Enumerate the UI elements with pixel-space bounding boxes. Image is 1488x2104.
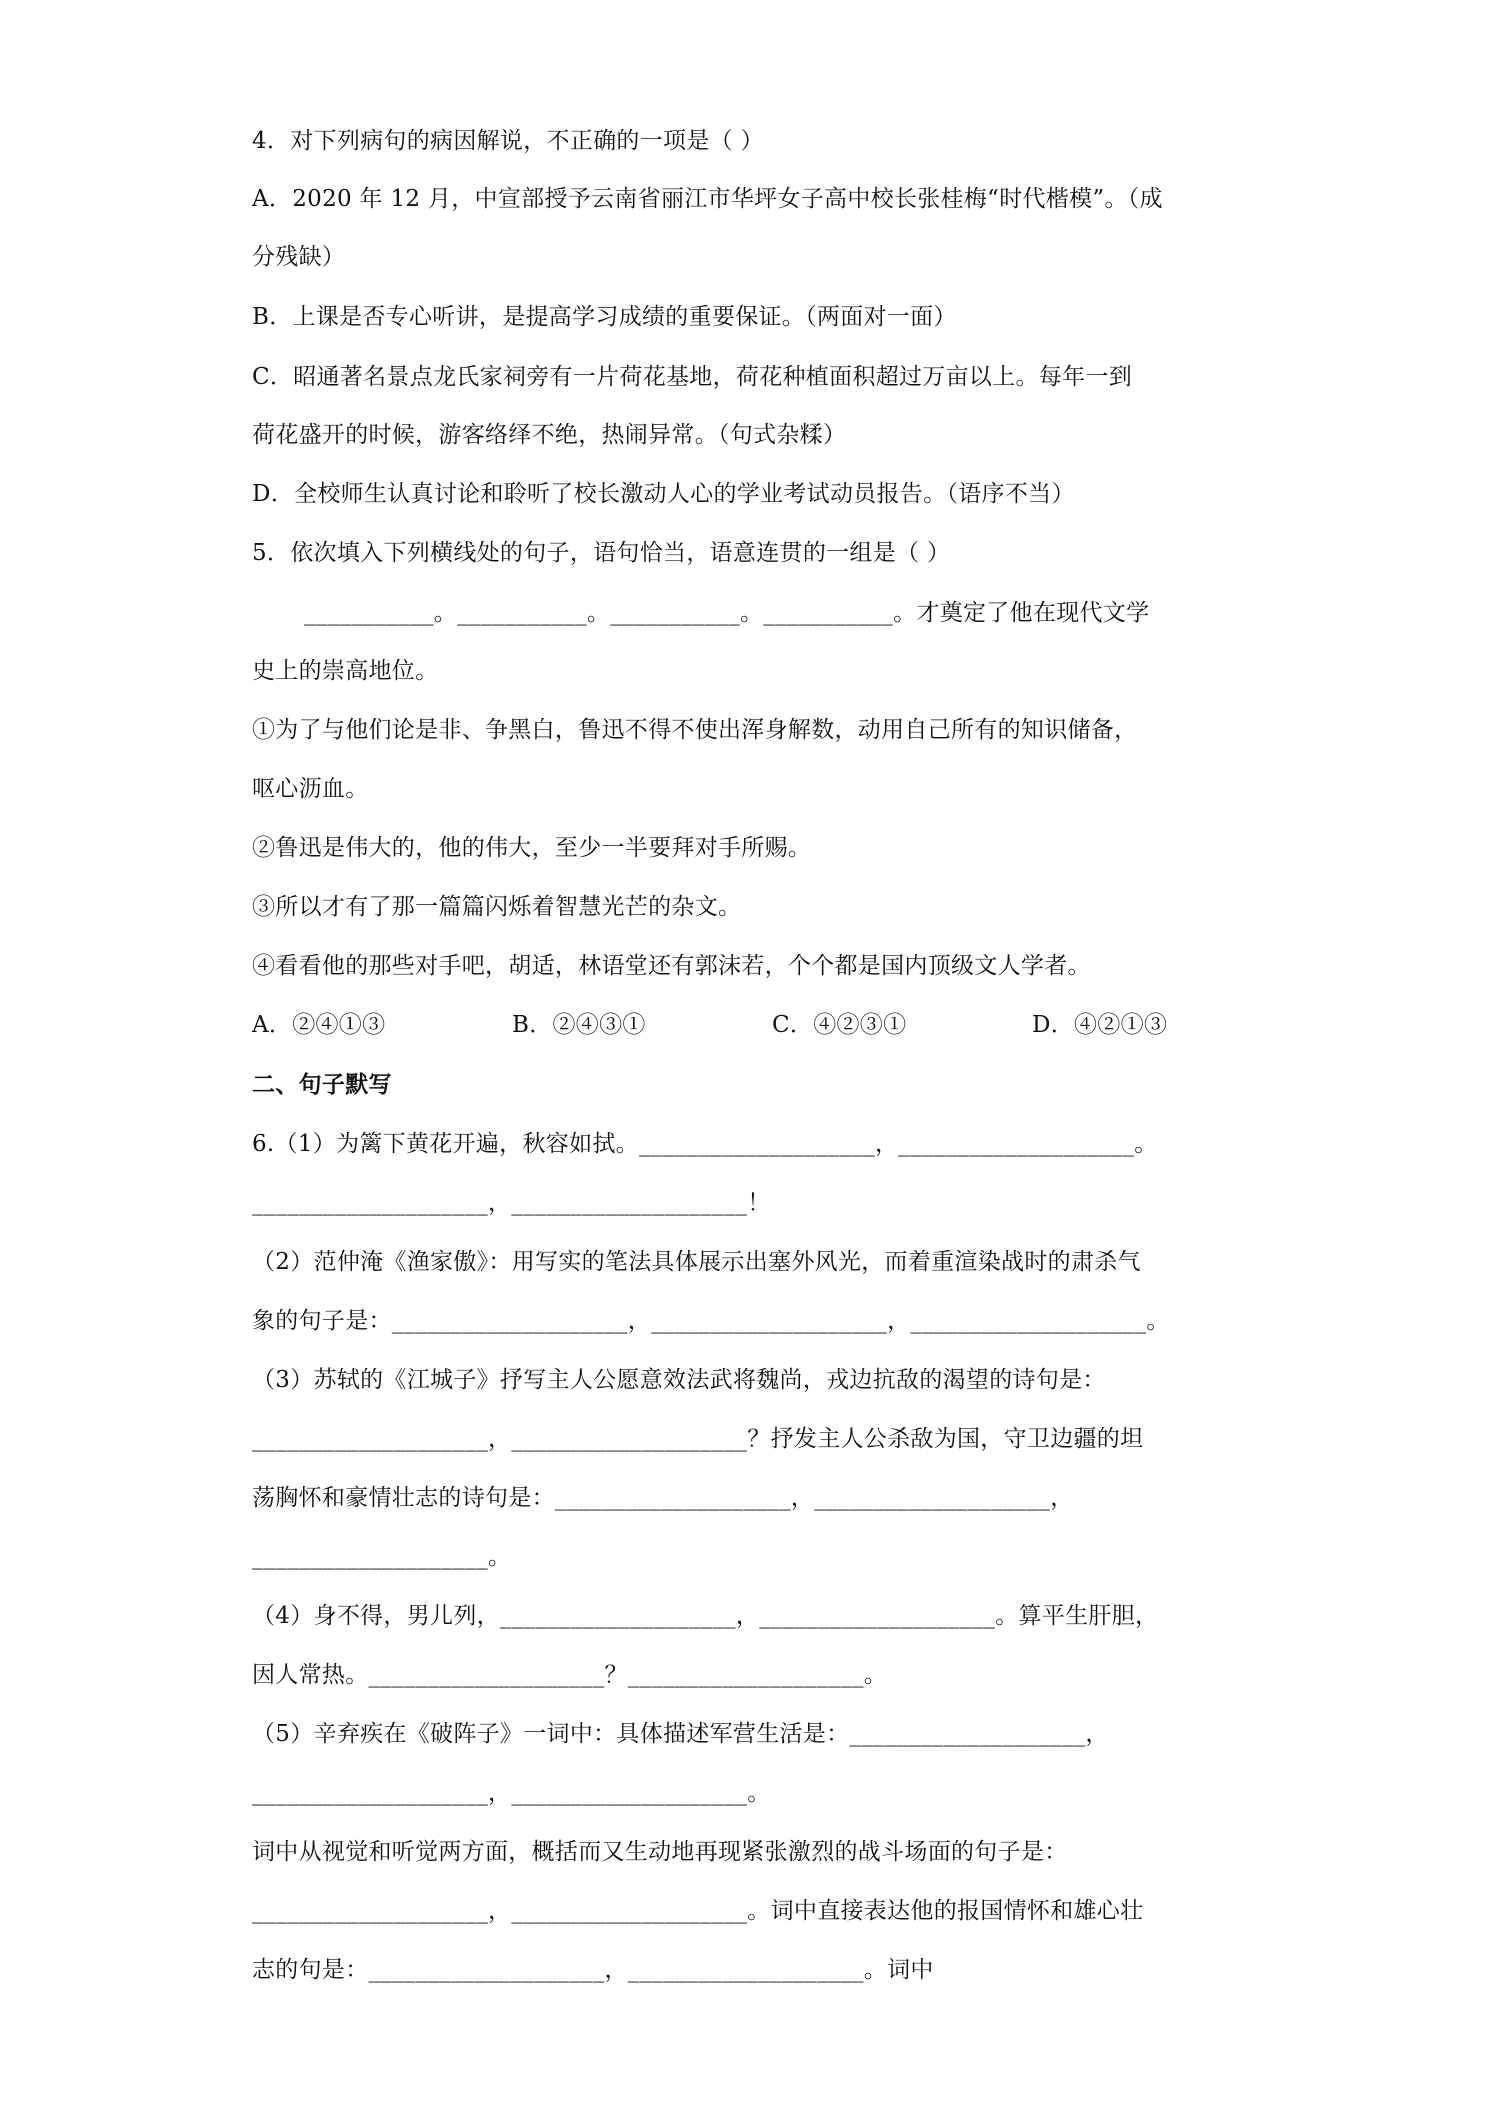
question-6-part-5: （5）辛弃疾在《破阵子》一词中：具体描述军营生活是：____________________，	[252, 1721, 1109, 1747]
question-6-part-5-cont-2: 词中从视觉和听觉两方面，概括而又生动地再现紧张激烈的战斗场面的句子是：	[252, 1839, 1068, 1865]
question-6-part-3-cont-3: ____________________。	[252, 1544, 512, 1570]
question-5-option-b: B．②④③①	[512, 1012, 646, 1038]
question-4-option-a-cont: 分残缺）	[252, 244, 346, 270]
question-5-options	[252, 1010, 1252, 1040]
question-4-stem: 4．对下列病句的病因解说，不正确的一项是（ ）	[252, 128, 764, 154]
question-6-part-5-cont: ____________________，____________________。	[252, 1780, 771, 1806]
question-5-stem: 5．依次填入下列横线处的句子，语句恰当，语意连贯的一组是（ ）	[252, 540, 951, 566]
question-6-part-2: （2）范仲淹《渔家傲》：用写实的笔法具体展示出塞外风光，而着重渲染战时的肃杀气	[252, 1249, 1141, 1275]
question-4-option-c-cont: 荷花盛开的时候，游客络绎不绝，热闹异常。（句式杂糅）	[252, 422, 847, 448]
question-5-passage-cont: 史上的崇高地位。	[252, 658, 439, 684]
section-heading: 二、句子默写	[252, 1072, 392, 1098]
question-5-sentence-2: ②鲁迅是伟大的，他的伟大，至少一半要拜对手所赐。	[252, 835, 812, 861]
question-5-passage: ___________。___________。___________。___________。才奠定了他在现代文学	[304, 600, 1150, 626]
question-6-part-3-cont: ____________________，____________________？抒发主人公杀敌为国，守卫边疆的坦	[252, 1426, 1144, 1452]
question-4-option-a: A．2020 年 12 月，中宣部授予云南省丽江市华坪女子高中校长张桂梅“时代楷模”。（成	[252, 186, 1163, 212]
question-4-option-c: C．昭通著名景点龙氏家祠旁有一片荷花基地，荷花种植面积超过万亩以上。每年一到	[252, 364, 1132, 390]
question-5-option-c: C．④②③①	[772, 1012, 907, 1038]
question-5-sentence-4: ④看看他的那些对手吧，胡适，林语堂还有郭沫若，个个都是国内顶级文人学者。	[252, 953, 1091, 979]
question-5-option-d: D．④②①③	[1032, 1012, 1168, 1038]
question-6-part-4-cont: 因人常热。____________________？____________________。	[252, 1662, 888, 1688]
question-6-part-5-cont-4: 志的句是：____________________，____________________。词中	[252, 1957, 934, 1983]
question-5-sentence-3: ③所以才有了那一篇篇闪烁着智慧光芒的杂文。	[252, 894, 742, 920]
question-6-part-1-cont: ____________________，____________________！	[252, 1190, 771, 1216]
question-6-part-1: 6.（1）为篱下黄花开遍，秋容如拭。____________________，____________________。	[252, 1131, 1158, 1157]
question-6-part-5-cont-3: ____________________，____________________。词中直接表达他的报国情怀和雄心壮	[252, 1898, 1144, 1924]
question-4-option-d: D．全校师生认真讨论和聆听了校长激动人心的学业考试动员报告。（语序不当）	[252, 481, 1075, 507]
question-5-option-a: A．②④①③	[252, 1012, 386, 1038]
question-5-sentence-1: ①为了与他们论是非、争黑白，鲁迅不得不使出浑身解数，动用自己所有的知识储备，	[252, 717, 1138, 743]
question-6-part-4: （4）身不得，男儿列，____________________，____________________。算平生肝胆，	[252, 1603, 1159, 1629]
question-6-part-3-cont-2: 荡胸怀和豪情壮志的诗句是：____________________，____________________，	[252, 1485, 1074, 1511]
question-5-sentence-1-cont: 呕心沥血。	[252, 776, 369, 802]
question-6-part-3: （3）苏轼的《江城子》抒写主人公愿意效法武将魏尚，戎边抗敌的渴望的诗句是：	[252, 1367, 1106, 1393]
question-4-option-b: B．上课是否专心听讲，是提高学习成绩的重要保证。（两面对一面）	[252, 304, 957, 330]
question-6-part-2-cont: 象的句子是：____________________，____________________，____________________。	[252, 1308, 1170, 1334]
